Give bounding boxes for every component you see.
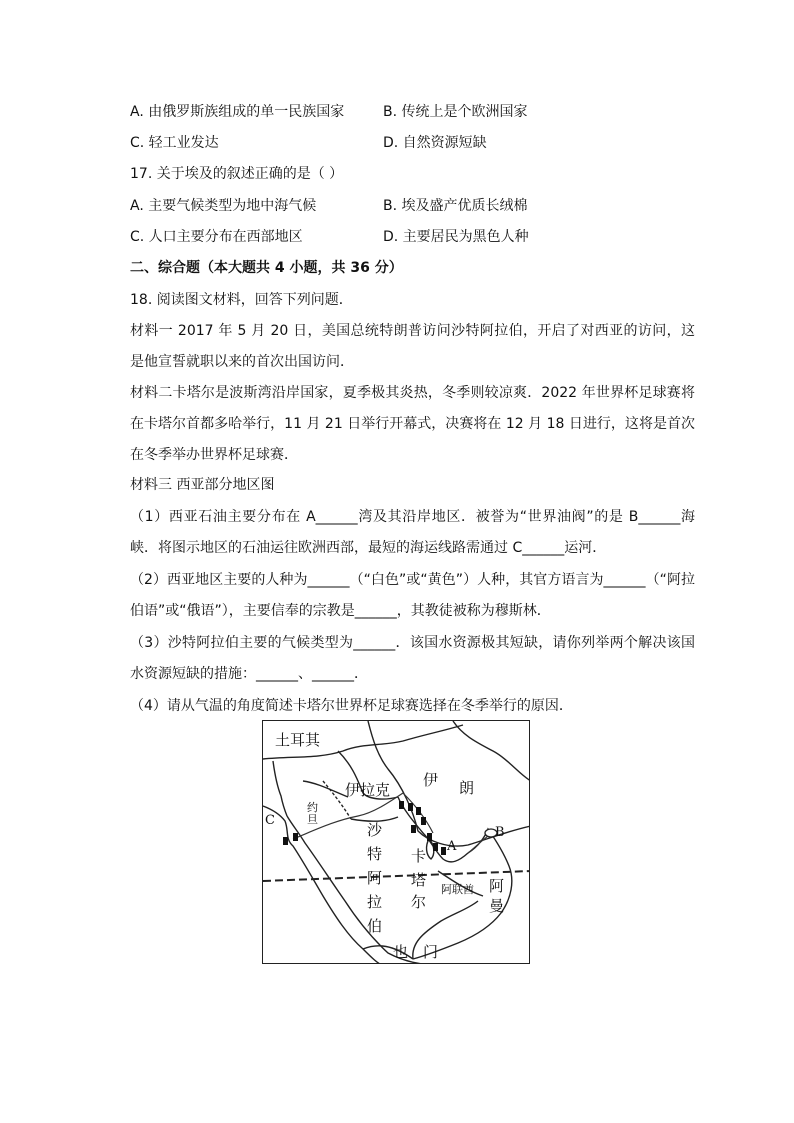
q16-option-b: B. 传统上是个欧洲国家 [383,104,528,120]
q17-option-c: C. 人口主要分布在西部地区 [130,229,303,245]
q18-sub-question-1: （1）西亚石油主要分布在 A______湾及其沿岸地区．被誉为“世界油阀”的是 B______海峡．将图示地区的石油运往欧洲西部，最短的海运线路需通过 C______运河． [130,509,695,556]
map-label-yemen-2: 门 [423,943,439,961]
map-label-oman-2: 曼 [489,897,505,915]
map-label-jordan-1: 约 [307,801,318,814]
section-heading: 二、综合题（本大题共 4 小题，共 36 分） [130,260,403,276]
map-label-a: A [447,839,457,854]
q16-option-c: C. 轻工业发达 [130,135,219,151]
q17-option-a: A. 主要气候类型为地中海气候 [130,198,317,214]
q18-stem: 18. 阅读图文材料，回答下列问题． [130,292,353,308]
map-label-oman-1: 阿 [489,877,505,895]
map-drawing [263,721,530,964]
q16-option-d: D. 自然资源短缺 [383,135,487,151]
q18-sub-question-4: （4）请从气温的角度简述卡塔尔世界杯足球赛选择在冬季举行的原因． [130,698,573,714]
q18-material-1: 材料一 2017 年 5 月 20 日，美国总统特朗普访问沙特阿拉伯，开启了对西亚的访问，这是他宣誓就职以来的首次出国访问． [130,323,695,370]
map-label-saudi-2: 特 [367,845,383,863]
map-label-saudi-4: 拉 [367,893,383,911]
map-label-yemen-1: 也 [393,943,409,961]
map-label-jordan-2: 旦 [307,813,318,826]
q16-option-a: A. 由俄罗斯族组成的单一民族国家 [130,104,345,120]
map-label-turkey: 土耳其 [275,731,321,749]
map-label-iraq: 伊拉克 [345,781,391,799]
map-label-c: C [265,813,275,828]
west-asia-map [262,720,530,964]
q18-sub-question-2: （2）西亚地区主要的人种为______（“白色”或“黄色”）人种，其官方语言为______（“阿拉伯语”或“俄语”），主要信奉的宗教是______，其教徒被称为穆斯林． [130,572,695,619]
q18-material-2: 材料二卡塔尔是波斯湾沿岸国家，夏季极其炎热，冬季则较凉爽．2022 年世界杯足球赛将在卡塔尔首都多哈举行，11 月 21 日举行开幕式，决赛将在 12 月 18 日进行，这将是首次在冬季举办世界杯足球赛． [130,385,695,463]
map-label-qatar-1: 卡 [411,847,427,865]
q18-material-3: 材料三 西亚部分地区图 [130,477,275,493]
map-label-iran-2: 朗 [459,779,475,797]
q17-option-b: B. 埃及盛产优质长绒棉 [383,198,528,214]
q17-option-d: D. 主要居民为黑色人种 [383,229,529,245]
map-label-uae: 阿联酋 [441,883,474,896]
map-label-qatar-2: 塔 [411,871,427,889]
map-label-iran-1: 伊 [423,771,439,789]
map-label-saudi-1: 沙 [367,821,383,839]
q17-stem: 17. 关于埃及的叙述正确的是（ ） [130,166,344,182]
map-label-saudi-3: 阿 [367,869,383,887]
q18-sub-question-3: （3）沙特阿拉伯主要的气候类型为______．该国水资源极其短缺，请你列举两个解决该国水资源短缺的措施：______、______． [130,635,695,682]
map-label-qatar-3: 尔 [411,893,427,911]
map-label-saudi-5: 伯 [367,917,383,935]
map-label-b: B [495,825,505,840]
